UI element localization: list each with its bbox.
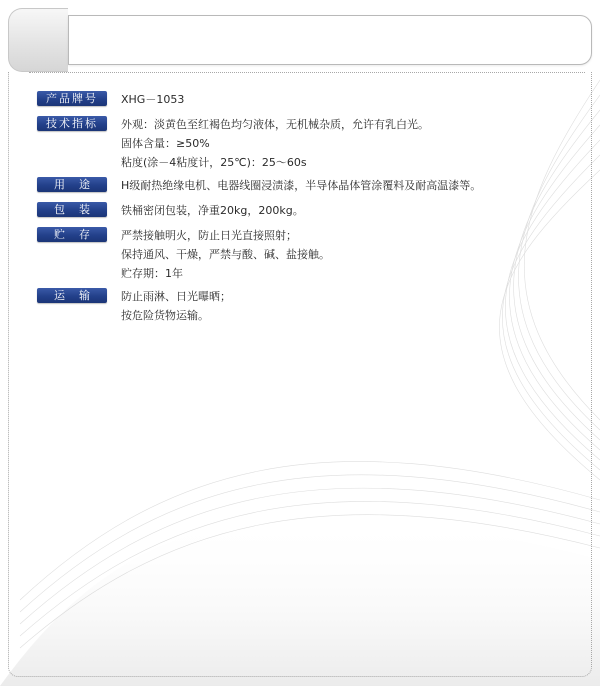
spec-list bbox=[37, 90, 577, 327]
spec-value: 防止雨淋、日光曝晒； bbox=[121, 290, 231, 303]
spec-label: 运输 bbox=[37, 288, 107, 303]
spec-value: 外观：淡黄色至红褐色均匀液体，无机械杂质，允许有乳白光。 bbox=[121, 118, 429, 131]
page-header bbox=[8, 8, 592, 72]
spec-value: 铁桶密闭包装，净重20kg，200kg。 bbox=[121, 204, 304, 217]
spec-value: 按危险货物运输。 bbox=[121, 309, 209, 322]
spec-row-technical bbox=[37, 115, 577, 172]
header-title-bar bbox=[68, 15, 592, 65]
spec-row-storage bbox=[37, 226, 577, 283]
header-tab-decoration bbox=[8, 8, 68, 72]
spec-row-transport bbox=[37, 287, 577, 325]
spec-label: 产品牌号 bbox=[37, 91, 107, 106]
content-top-divider bbox=[29, 72, 585, 73]
spec-value: H级耐热绝缘电机、电器线圈浸渍漆，半导体晶体管涂覆料及耐高温漆等。 bbox=[121, 179, 482, 192]
spec-value: 固体含量：≥50% bbox=[121, 137, 210, 150]
spec-value: 贮存期：1年 bbox=[121, 267, 183, 280]
spec-value: XHG－1053 bbox=[121, 93, 185, 106]
spec-label: 贮存 bbox=[37, 227, 107, 242]
spec-label: 用途 bbox=[37, 177, 107, 192]
spec-label: 技术指标 bbox=[37, 116, 107, 131]
spec-row-usage bbox=[37, 176, 577, 195]
spec-label: 包装 bbox=[37, 202, 107, 217]
spec-value: 严禁接触明火，防止日光直接照射； bbox=[121, 229, 297, 242]
spec-row-brand bbox=[37, 90, 577, 109]
spec-row-packaging bbox=[37, 201, 577, 220]
spec-value: 粘度(涂－4粘度计，25℃)：25～60s bbox=[121, 156, 307, 169]
spec-value: 保持通风、干燥，严禁与酸、碱、盐接触。 bbox=[121, 248, 330, 261]
